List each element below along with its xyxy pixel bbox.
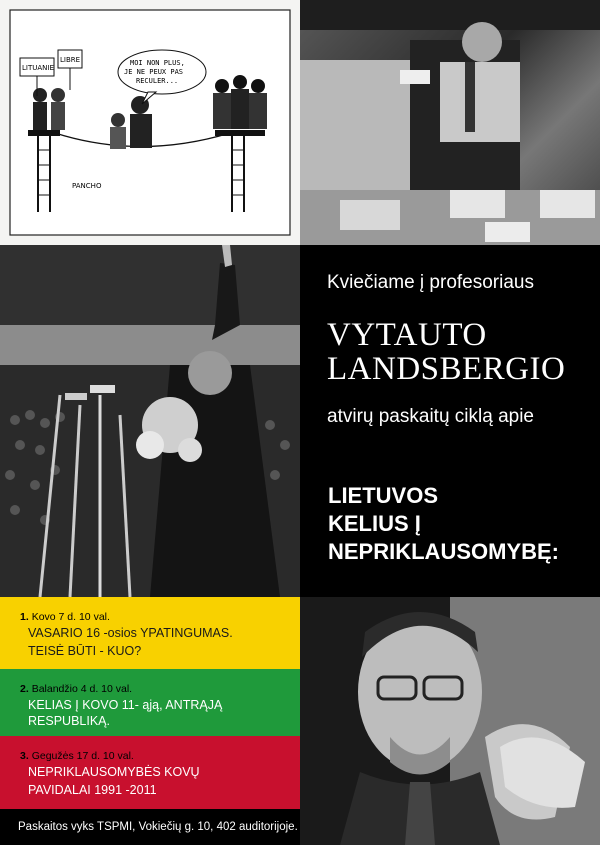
lecture-3-number: 3. bbox=[20, 750, 29, 762]
cartoon-drawing bbox=[0, 0, 300, 245]
lecture-1-number: 1. bbox=[20, 611, 29, 623]
lecture-1 bbox=[0, 597, 300, 669]
series-title-line1: LIETUVOS bbox=[328, 483, 439, 508]
lecture-3-date: Gegužės 17 d. 10 val. bbox=[31, 750, 134, 762]
series-text: atvirų paskaitų ciklą apie bbox=[327, 406, 534, 427]
rally-photo-drawing bbox=[0, 245, 300, 597]
office-photo-drawing bbox=[300, 0, 600, 245]
office-photo bbox=[300, 0, 600, 245]
lecture-3-topic-line1: NEPRIKLAUSOMYBĖS KOVŲ bbox=[28, 765, 200, 779]
lecture-1-topic-line1: VASARIO 16 -osios YPATINGUMAS. bbox=[28, 626, 233, 640]
series-title-line3: NEPRIKLAUSOMYBĘ: bbox=[328, 539, 560, 564]
lecture-1-date-row bbox=[20, 611, 300, 623]
venue-footer: Paskaitos vyks TSPMI, Vokiečių g. 10, 402 auditorijoje. bbox=[0, 809, 300, 845]
cartoon-bubble-line1: MOI NON PLUS, bbox=[130, 59, 185, 67]
portrait-photo-drawing bbox=[300, 597, 600, 845]
portrait-photo bbox=[300, 597, 600, 845]
lecture-2-date: Balandžio 4 d. 10 val. bbox=[31, 683, 133, 695]
professor-name-line1: VYTAUTO bbox=[327, 317, 487, 353]
professor-name-line2: LANDSBERGIO bbox=[327, 351, 566, 387]
series-title-line2: KELIUS Į bbox=[328, 511, 421, 536]
rally-photo bbox=[0, 245, 300, 597]
cartoon-bubble-line2: JE NE PEUX PAS bbox=[124, 68, 184, 76]
cartoon-sign-right: LIBRE bbox=[60, 56, 81, 64]
lecture-2-number: 2. bbox=[20, 683, 29, 695]
lecture-2-topic-line1: KELIAS Į KOVO 11- ąją, ANTRĄJĄ RESPUBLIKĄ. bbox=[28, 698, 223, 728]
cartoon-sign-left: LITUANIE bbox=[22, 64, 54, 72]
cartoon-bubble-line3: RECULER... bbox=[136, 77, 179, 85]
lecture-2 bbox=[0, 669, 300, 736]
lecture-2-date-row bbox=[20, 683, 300, 695]
invitation-text: Kviečiame į profesoriaus bbox=[327, 272, 534, 293]
cartoon-image bbox=[0, 0, 300, 245]
lecture-3 bbox=[0, 736, 300, 809]
lecture-3-date-row bbox=[20, 750, 300, 762]
lecture-3-topic-line2: PAVIDALAI 1991 -2011 bbox=[28, 783, 157, 797]
lecture-1-topic-line2: TEISĖ BŪTI - KUO? bbox=[28, 644, 142, 658]
cartoon-signature: PANCHO bbox=[72, 182, 102, 190]
lecture-1-date: Kovo 7 d. 10 val. bbox=[31, 611, 110, 623]
